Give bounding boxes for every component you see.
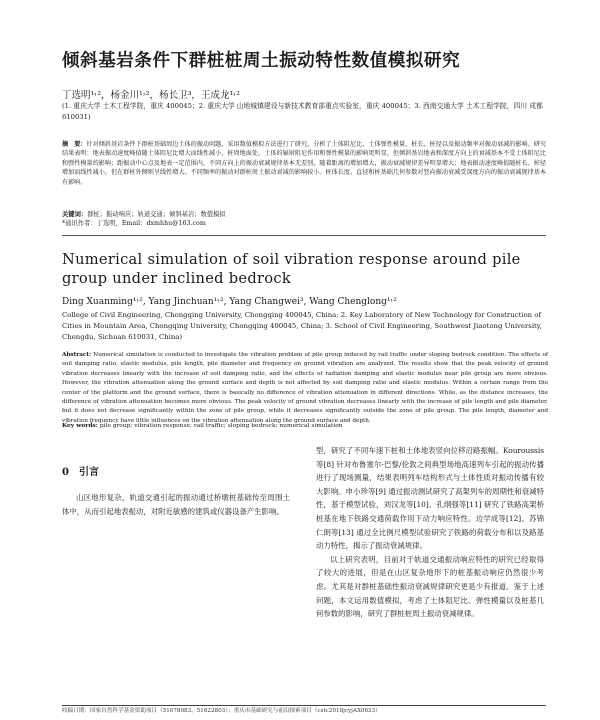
body-paragraph: 型，研究了不同车速下桩和土体地表竖向位移沿路振幅。Kouroussis 等[8] 针对布鲁塞尔-巴黎/伦敦之间典型场地高速列车引起的振动传播进行了现场测量，结果表明列车结构形式与土体性质对振动传播有较大影响。申小珍等[9] 通过振动测试研究了高架列车的周期性和衰减特性，基于模型试验，刘汉龙等[10]、孔纲强等[11] 研究了铁路高架桥桩基在地下铁路交通荷载作用下动力响应特性。边学成等[12]、苏锦仁朗等[13] 通过全比例尺模型试验研究了铁路的荷载分布和以及路基动力特性，揭示了振动衰减规律。 [316,446,544,551]
english-abstract-label: Abstract: [62,352,92,358]
body-column-left [62,491,290,518]
chinese-keywords-label: 关键词： [62,211,88,218]
english-abstract-text: Numerical simulation is conducted to investigate the vibration problem of pile group induced by rail traffic under sloping bedrock condition. The effects of soil damping ratio, elastic modulus, pile length, pile diameter and frequency on ground vibration are analyzed. The results show that the peak velocity of ground vibration decreases linearly with the increase of soil damping ratio, and the effects of radiation damping and elastic modulus near pile group are more obvious. However, the vibration attenuation along the ground surface and depth is not affected by soil damping ratio and elastic modulus. Within a certain range from the center of the platform and the ground surface, there is basically no difference of vibration attenuation in different directions. While, as the distance increases, the difference of vibration attenuation becomes more obvious. The peak velocity of ground vibration decreases linearly with the increase of pile length and pile diameter, but it does not decrease significantly within the zone of pile group, while it decreases significantly outside the zone of pile group. The pile length, diameter and vibration frequency have little influences on the vibration attenuation along the ground surface and depth. [62,352,548,424]
chinese-keywords-text: 群桩；振动响应；轨道交通；倾斜基岩；数值模拟 [87,211,226,218]
english-keywords [62,421,548,431]
chinese-abstract-text: 针对倾斜基岩条件下群桩基础周边土体的振动问题，采用数值模拟方法进行了研究，分析了土体阻尼比、土体弹性模量、桩长、桩径以及振动频率对振动衰减的影响。研究结果表明：地表振动速度峰值随土体阻尼比增大而线性减小，桩周地面处，土体的辐射阻尼作用和弹性模量的影响更明显，但倾斜基岩地表和深度方向上的衰减基本不受土体阻尼比和弹性模量的影响；距振动中心点及地表一定范围内，不同方向上的振动衰减规律基本无差别，随着距离的增加增大，振动衰减规律差异明显增大；地表振动速度峰值随桩长、桩径增加而线性减小，但在群桩外侧则呈线性增大。不同频率的振动对群桩周土振动衰减的影响较小。桩体长度、直径和桩基础几何参数对竖向振动衰减受深度方向的振动衰减规律基本有影响。 [62,141,547,186]
body-paragraph: 以上研究表明，目前对于轨道交通振动响应特性的研究已经取得了较大的进展，但是在山区复杂地形下的桩基振动响应仍然很少考虑。尤其是对群桩基础性振动衰减规律研究更是少有报道。鉴于上述问题，本文运用数值模拟，考虑了土体阻尼比、弹性模量以及桩基几何参数的影响，研究了群桩桩周土振动衰减规律。 [316,554,544,619]
footnote-rule [62,705,546,706]
footnote: 收稿日期：国家自然科学基金资助项目（51678083，51622803）；重庆市基础研究与前沿探索项目（cstc2018jcyjAX0633） [62,708,381,714]
corresponding-label: *通讯作者： [62,220,97,227]
chinese-keywords [62,210,546,219]
chinese-affiliation: (1. 重庆大学 土木工程学院，重庆 400045；2. 重庆大学 山地城镇建设与新技术教育部重点实验室，重庆 400045；3. 西南交通大学 土木工程学院，四川 成都 610031) [62,102,543,121]
separator-rule [62,235,546,236]
english-keywords-text: pile group; vibration response; rail traffic; sloping bedrock; numerical simulation [99,423,343,429]
corresponding-author [62,219,546,228]
chinese-authors: 丁选明¹˒²，杨金川¹˒²，杨长卫³，王成龙¹˒² [62,90,240,101]
chinese-title: 倾斜基岩条件下群桩桩周土振动特性数值模拟研究 [62,51,461,71]
corresponding-text: 丁选明，Email：dxmhhu@163.com [96,220,206,227]
english-authors: Ding Xuanming¹˒², Yang Jinchuan¹˒², Yang Changwei³, Wang Chenglong¹˒² [62,297,397,307]
english-title: Numerical simulation of soil vibration response around pile group under inclined bedrock [62,251,521,287]
section-heading: 0 引言 [62,467,99,478]
english-keywords-label: Key words: [62,422,98,429]
body-paragraph: 山区地形复杂，轨道交通引起的振动通过桥墩桩基础传至周围土体中，从而引起地表振动，对附近敏感的建筑或仪器设备产生影响。 [62,493,290,516]
chinese-abstract [62,140,546,187]
english-affiliation: College of Civil Engineering, Chongqing University, Chongqing 400045, China; 2. Key Laboratory of New Technology for Construction of Cities in Mountain Area, Chongqing University, Chongqing 400045, China; 3. School of Civil Engineering, Southwest Jiaotong University, Chengdu, Sichuan 610031, China) [62,311,542,342]
chinese-abstract-label: 摘 要： [62,141,87,148]
english-abstract [62,351,548,426]
body-column-right [316,444,544,621]
